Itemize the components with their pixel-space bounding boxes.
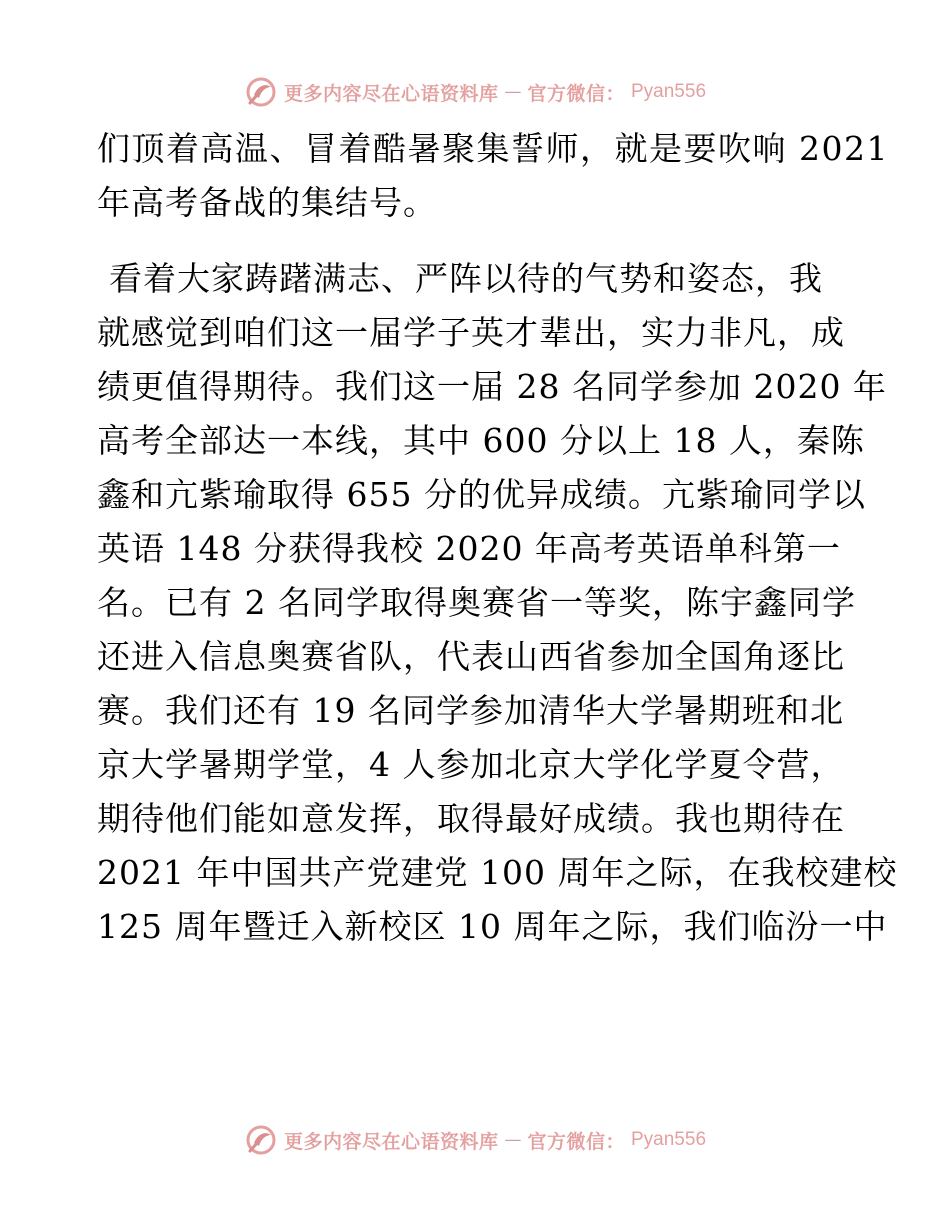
text-line: 绩更值得期待。我们这一届 28 名同学参加 2020 年: [97, 367, 887, 406]
header-watermark: [0, 72, 950, 112]
watermark-text: 更多内容尽在心语资料库: [283, 82, 499, 105]
text-line: 还进入信息奥赛省队，代表山西省参加全国角逐比: [97, 637, 845, 676]
text-line: 赛。我们还有 19 名同学参加清华大学暑期班和北: [97, 691, 844, 730]
watermark-separator: —: [504, 1130, 522, 1150]
text-line: 看着大家踌躇满志、严阵以待的气势和姿态，我: [109, 259, 823, 298]
watermark-wechat-id: Pyan556: [631, 81, 707, 102]
text-line: 们顶着高温、冒着酷暑聚集誓师，就是要吹响 2021: [97, 129, 889, 168]
text-line: 就感觉到咱们这一届学子英才辈出，实力非凡，成: [97, 313, 845, 352]
text-line: 名。已有 2 名同学取得奥赛省一等奖，陈宇鑫同学: [97, 583, 856, 622]
text-line: 京大学暑期学堂，4 人参加北京大学化学夏令营，: [97, 745, 845, 784]
logo-icon: [244, 75, 278, 109]
footer-watermark: [0, 1120, 950, 1160]
watermark-separator: —: [504, 82, 522, 102]
text-line: 125 周年暨迁入新校区 10 周年之际，我们临汾一中: [97, 907, 888, 946]
document-body: [97, 122, 898, 954]
text-line: 期待他们能如意发挥，取得最好成绩。我也期待在: [97, 799, 845, 838]
watermark-wechat-label: 官方微信：: [527, 1130, 625, 1153]
paragraph-2: [97, 252, 898, 954]
text-line: 年高考备战的集结号。: [97, 183, 437, 222]
watermark-text: 更多内容尽在心语资料库: [283, 1130, 499, 1153]
text-line: 英语 148 分获得我校 2020 年高考英语单科第一: [97, 529, 841, 568]
paragraph-1: [97, 122, 889, 230]
watermark-wechat-id: Pyan556: [631, 1129, 707, 1150]
text-line: 鑫和亢紫瑜取得 655 分的优异成绩。亢紫瑜同学以: [97, 475, 866, 514]
text-line: 高考全部达一本线，其中 600 分以上 18 人，秦陈: [97, 421, 865, 460]
logo-icon: [244, 1123, 278, 1157]
watermark-wechat-label: 官方微信：: [527, 82, 625, 105]
text-line: 2021 年中国共产党建党 100 周年之际，在我校建校: [97, 853, 898, 892]
